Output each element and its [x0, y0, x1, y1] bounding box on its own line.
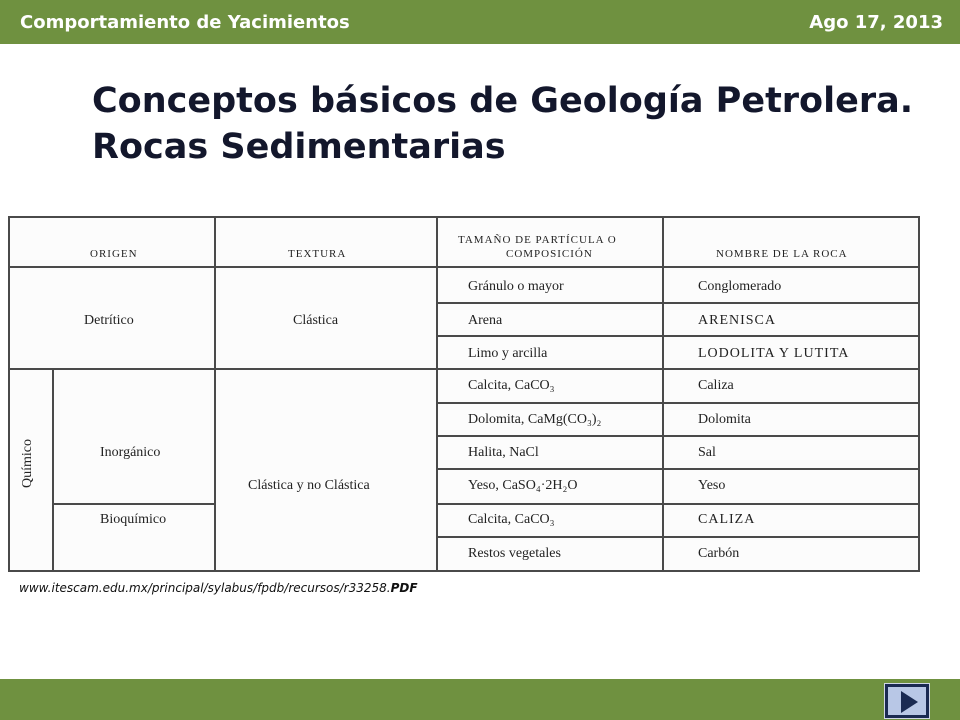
header-tamano-line-2: COMPOSICIÓN [506, 248, 593, 260]
table-border [8, 216, 10, 572]
header-divider [8, 266, 920, 268]
source-citation [19, 581, 418, 595]
composition-cell: Dolomita, CaMg(CO₃)₂ [468, 412, 602, 427]
table-border [918, 216, 920, 572]
rock-name-cell: Sal [698, 445, 716, 460]
table-border [8, 570, 920, 572]
course-title: Comportamiento de Yacimientos [20, 12, 350, 33]
texture-clastica-no-clastica: Clástica y no Clástica [248, 478, 370, 493]
rock-name-cell: LODOLITA Y LUTITA [698, 346, 850, 361]
header-tamano-line-1: TAMAÑO DE PARTÍCULA O [458, 234, 617, 246]
group-quimico: Químico [20, 439, 35, 488]
sedimentary-rocks-table [8, 216, 920, 572]
rock-name-cell: Yeso [698, 478, 726, 493]
column-divider [436, 216, 438, 572]
source-url: www.itescam.edu.mx/principal/sylabus/fpdb/recursos/r33258. [19, 581, 391, 595]
slide-title-line-2: Rocas Sedimentarias [92, 127, 506, 167]
slide-date: Ago 17, 2013 [809, 12, 943, 33]
slide-title [92, 78, 912, 170]
source-extension: PDF [390, 581, 418, 595]
section-divider [8, 368, 920, 370]
header-bar [0, 0, 960, 44]
section-divider [52, 503, 216, 505]
row-divider [436, 335, 920, 337]
texture-clastica: Clástica [293, 313, 339, 328]
composition-cell: Limo y arcilla [468, 346, 548, 361]
row-divider [436, 302, 920, 304]
column-divider [662, 216, 664, 572]
next-slide-button[interactable] [884, 683, 930, 719]
rock-name-cell: Caliza [698, 378, 734, 393]
rock-name-cell: Conglomerado [698, 279, 782, 294]
composition-cell: Arena [468, 313, 503, 328]
slide-title-line-1: Conceptos básicos de Geología Petrolera. [92, 81, 914, 121]
footer-bar [0, 679, 960, 720]
row-divider [436, 468, 920, 470]
play-triangle-shape [901, 691, 918, 713]
rock-name-cell: Carbón [698, 546, 740, 561]
table-border [8, 216, 920, 218]
column-divider [214, 216, 216, 572]
composition-cell: Calcita, CaCO₃ [468, 378, 555, 393]
composition-cell: Halita, NaCl [468, 445, 539, 460]
group-bioquimico: Bioquímico [100, 512, 167, 527]
rock-name-cell: Dolomita [698, 412, 751, 427]
composition-cell: Restos vegetales [468, 546, 561, 561]
rock-name-cell: ARENISCA [698, 313, 777, 328]
row-divider [436, 536, 920, 538]
row-divider [436, 435, 920, 437]
rock-name-cell: CALIZA [698, 512, 756, 527]
play-triangle-icon [885, 684, 931, 720]
group-detritico: Detrítico [84, 313, 134, 328]
header-origen: ORIGEN [90, 248, 138, 260]
row-divider [436, 503, 920, 505]
row-divider [436, 402, 920, 404]
composition-cell: Calcita, CaCO₃ [468, 512, 555, 527]
composition-cell: Yeso, CaSO₄·2H₂O [468, 478, 578, 493]
header-nombre: NOMBRE DE LA ROCA [716, 248, 848, 260]
group-inorganico: Inorgánico [100, 445, 161, 460]
composition-cell: Gránulo o mayor [468, 279, 564, 294]
column-divider [52, 368, 54, 572]
header-textura: TEXTURA [288, 248, 347, 260]
